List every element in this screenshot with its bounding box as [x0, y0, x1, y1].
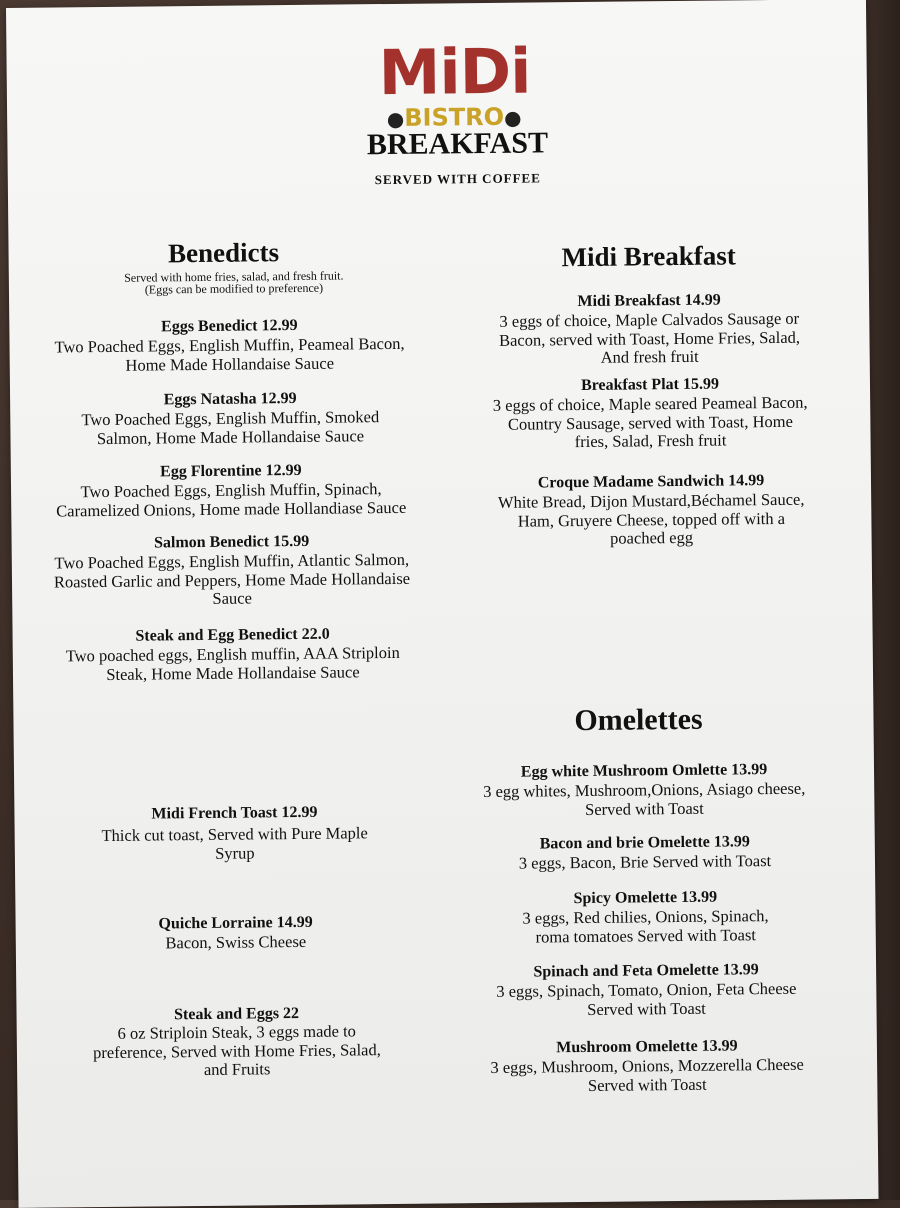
section-heading-omelettes: Omelettes: [574, 702, 703, 738]
menu-item-desc: Two Poached Eggs, English Muffin, Spinach, Caramelized Onions, Home made Hollandiase Sauce: [56, 479, 407, 521]
menu-item-title: Quiche Lorraine 14.99: [158, 913, 313, 933]
menu-item-desc: Two poached eggs, English muffin, AAA Striploin Steak, Home Made Hollandaise Sauce: [65, 642, 400, 684]
menu-item-desc: White Bread, Dijon Mustard,Béchamel Sauce, Ham, Gruyere Cheese, topped off with a poached egg: [497, 489, 805, 548]
menu-item-title: Steak and Egg Benedict 22.0: [135, 625, 330, 645]
menu-item-title: Bacon and brie Omelette 13.99: [539, 833, 750, 853]
menu-item-desc: Two Poached Eggs, English Muffin, Peameal Bacon, Home Made Hollandaise Sauce: [54, 333, 405, 375]
menu-item-title: Croque Madame Sandwich 14.99: [537, 472, 765, 492]
menu-item-title: Salmon Benedict 15.99: [153, 532, 310, 552]
menu-item-desc: 3 egg whites, Mushroom,Onions, Asiago cheese, Served with Toast: [483, 778, 806, 819]
menu-item-title: Steak and Eggs 22: [173, 1004, 300, 1024]
benedicts-note-1: Served with home fries, salad, and fresh fruit.: [124, 268, 344, 285]
menu-item-title: Midi Breakfast 14.99: [577, 291, 721, 311]
menu-item-desc: 3 eggs, Mushroom, Onions, Mozzerella Cheese Served with Toast: [490, 1054, 804, 1095]
menu-item-title: Eggs Benedict 12.99: [161, 316, 298, 336]
logo-sub-text: BISTRO: [404, 102, 505, 132]
menu-item-title: Midi French Toast 12.99: [151, 803, 318, 823]
dot-icon: ●: [503, 105, 522, 130]
menu-item-desc: 3 eggs of choice, Maple Calvados Sausage or Bacon, served with Toast, Home Fries, Salad, And fresh fruit: [498, 308, 801, 368]
page-subtitle: SERVED WITH COFFEE: [374, 170, 541, 188]
logo-name: MiDi: [378, 34, 531, 110]
menu-item-title: Spicy Omelette 13.99: [573, 888, 718, 908]
menu-item-desc: 3 eggs, Red chilies, Onions, Spinach, roma tomatoes Served with Toast: [522, 906, 769, 947]
section-heading-midi-breakfast: Midi Breakfast: [561, 240, 736, 273]
menu-item-desc: 6 oz Striploin Steak, 3 eggs made to preference, Served with Home Fries, Salad, and Fruits: [92, 1021, 381, 1080]
section-heading-benedicts: Benedicts: [167, 237, 280, 269]
page-title: BREAKFAST: [366, 126, 549, 162]
menu-item-title: Spinach and Feta Omelette 13.99: [533, 961, 759, 981]
menu-item-title: Eggs Natasha 12.99: [163, 389, 297, 409]
menu-item-desc: Two Poached Eggs, English Muffin, Atlantic Salmon, Roasted Garlic and Peppers, Home Made Hollandaise Sauce: [53, 549, 411, 609]
menu-item-desc: 3 eggs, Bacon, Brie Served with Toast: [518, 851, 772, 873]
menu-item-title: Breakfast Plat 15.99: [580, 375, 720, 394]
menu-item-title: Egg white Mushroom Omlette 13.99: [520, 761, 768, 781]
menu-item-desc: Thick cut toast, Served with Pure Maple Syrup: [101, 823, 368, 863]
menu-item-title: Egg Florentine 12.99: [160, 461, 302, 481]
menu-item-desc: Bacon, Swiss Cheese: [165, 931, 307, 953]
benedicts-note-2: (Eggs can be modified to preference): [144, 280, 324, 297]
dot-icon: ●: [386, 106, 405, 132]
menu-sheet: [6, 0, 879, 1208]
menu-item-desc: Two Poached Eggs, English Muffin, Smoked Salmon, Home Made Hollandaise Sauce: [81, 407, 380, 448]
menu-item-desc: 3 eggs of choice, Maple seared Peameal Bacon, Country Sausage, served with Toast, Home fries, Salad, Fresh fruit: [492, 392, 808, 452]
menu-item-desc: 3 eggs, Spinach, Tomato, Onion, Feta Cheese Served with Toast: [496, 978, 797, 1019]
menu-item-title: Mushroom Omelette 13.99: [556, 1037, 738, 1057]
